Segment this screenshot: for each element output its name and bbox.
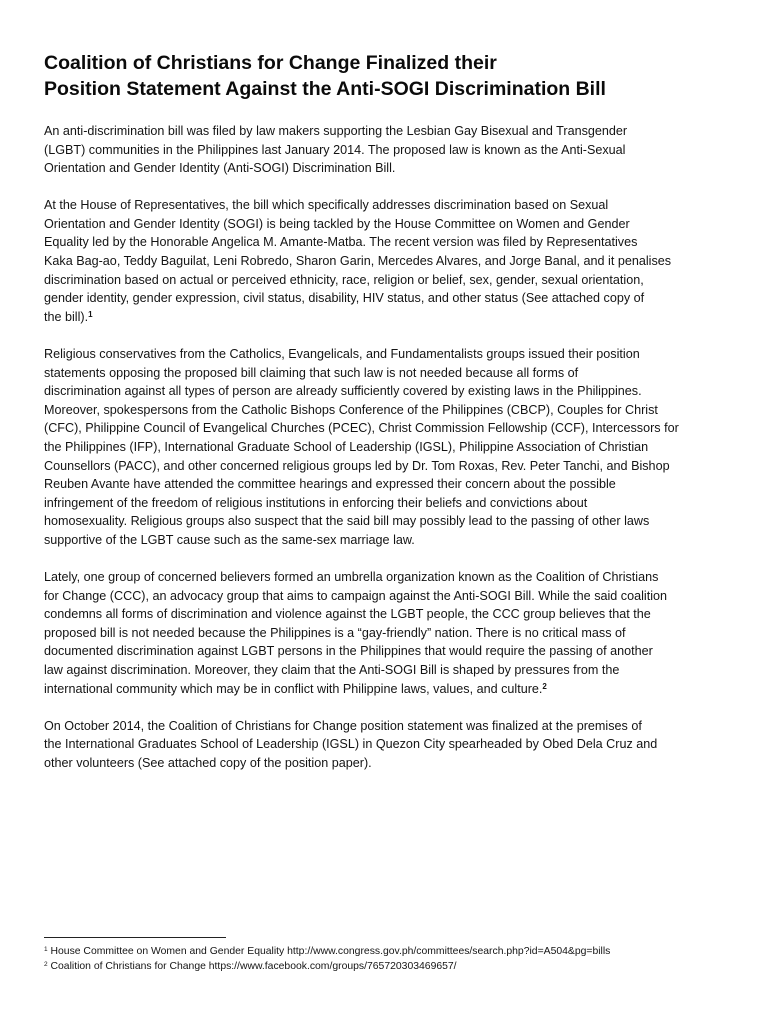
- paragraph-line: homosexuality. Religious groups also suspect that the said bill may possibly lead to the passing of other laws: [44, 514, 650, 529]
- document-body: [44, 122, 728, 791]
- paragraph-line: supportive of the LGBT cause such as the same-sex marriage law.: [44, 532, 415, 547]
- footnote-number: 2: [44, 961, 48, 968]
- paragraph-line: Reuben Avante have attended the committee hearings and expressed their concern about the possible: [44, 477, 616, 492]
- paragraph-line: discrimination against all types of person are already sufficiently covered by existing laws in the Philippines.: [44, 384, 642, 399]
- footnote-2: [44, 959, 734, 974]
- paragraph-line: Lately, one group of concerned believers formed an umbrella organization known as the Coalition of Christians: [44, 569, 659, 584]
- paragraph-line: At the House of Representatives, the bill which specifically addresses discrimination based on Sexual: [44, 198, 609, 213]
- paragraph-line-text: the bill).: [44, 309, 89, 324]
- paragraph-line-text: international community which may be in conflict with Philippine laws, values, and culture.: [44, 681, 543, 696]
- title-line: Position Statement Against the Anti-SOGI Discrimination Bill: [44, 78, 606, 100]
- paragraph-3: [44, 345, 728, 550]
- paragraph-line: Equality led by the Honorable Angelica M. Amante-Matba. The recent version was filed by Representatives: [44, 235, 638, 250]
- footnote-1: [44, 944, 734, 959]
- footnote-separator: [44, 937, 226, 938]
- paragraph-line: gender identity, gender expression, civil status, disability, HIV status, and other status (See attached copy of: [44, 291, 645, 306]
- paragraph-line: documented discrimination against LGBT persons in the Philippines that would require the passing of another: [44, 644, 653, 659]
- paragraph-line: infringement of the freedom of religious institutions in enforcing their beliefs and convictions about: [44, 495, 588, 510]
- footnote-ref-1[interactable]: 1: [88, 309, 93, 319]
- paragraph-5: [44, 717, 728, 773]
- paragraph-line: proposed bill is not needed because the Philippines is a “gay-friendly” nation. There is no critical mass of: [44, 625, 626, 640]
- paragraph-line: the Philippines (IFP), International Graduate School of Leadership (IGSL), Philippine Association of Christian: [44, 439, 649, 454]
- paragraph-2: [44, 196, 728, 326]
- footnote-number: 1: [44, 946, 48, 953]
- document-title: [44, 50, 734, 102]
- paragraph-line: Religious conservatives from the Catholics, Evangelicals, and Fundamentalists groups issued their position: [44, 346, 640, 361]
- paragraph-line: statements opposing the proposed bill claiming that such law is not needed because all forms of: [44, 365, 579, 380]
- paragraph-line: the International Graduates School of Leadership (IGSL) in Quezon City spearheaded by Obed Dela Cruz and: [44, 737, 658, 752]
- paragraph-line: An anti-discrimination bill was filed by law makers supporting the Lesbian Gay Bisexual and Transgender: [44, 124, 628, 138]
- paragraph-line-last: [44, 308, 728, 327]
- paragraph-line: On October 2014, the Coalition of Christians for Change position statement was finalized at the premises of: [44, 718, 642, 733]
- footnote-ref-2[interactable]: 2: [542, 681, 547, 691]
- footnote-text[interactable]: Coalition of Christians for Change https://www.facebook.com/groups/765720303469657/: [47, 961, 457, 972]
- title-line: Coalition of Christians for Change Finalized their: [44, 52, 497, 74]
- paragraph-line-last: [44, 680, 728, 699]
- paragraph-line: (LGBT) communities in the Philippines last January 2014. The proposed law is known as the Anti-Sexual: [44, 142, 626, 157]
- paragraph-line: (CFC), Philippine Council of Evangelical Churches (PCEC), Christ Commission Fellowship (CCF), Intercessors for: [44, 421, 679, 436]
- footnotes: [44, 944, 734, 978]
- paragraph-line: Orientation and Gender Identity (Anti-SOGI) Discrimination Bill.: [44, 161, 396, 176]
- paragraph-line: Kaka Bag-ao, Teddy Baguilat, Leni Robredo, Sharon Garin, Mercedes Alvares, and Jorge Banal, and it penalises: [44, 254, 672, 269]
- footnote-text[interactable]: House Committee on Women and Gender Equality http://www.congress.gov.ph/committees/search.php?id=A504&pg=bills: [47, 946, 611, 957]
- paragraph-line: discrimination based on actual or perceived ethnicity, race, religion or belief, sex, gender, sexual orientation,: [44, 272, 644, 287]
- paragraph-4: [44, 568, 728, 698]
- paragraph-line: for Change (CCC), an advocacy group that aims to campaign against the Anti-SOGI Bill. While the said coalition: [44, 588, 667, 603]
- paragraph-line: Moreover, spokespersons from the Catholic Bishops Conference of the Philippines (CBCP), Couples for Christ: [44, 402, 658, 417]
- paragraph-line: condemns all forms of discrimination and violence against the LGBT people, the CCC group believes that the: [44, 607, 651, 622]
- paragraph-line: Orientation and Gender Identity (SOGI) is being tackled by the House Committee on Women and Gender: [44, 216, 630, 231]
- paragraph-line: other volunteers (See attached copy of the position paper).: [44, 755, 372, 770]
- paragraph-line: law against discrimination. Moreover, they claim that the Anti-SOGI Bill is shaped by pressures from the: [44, 662, 620, 677]
- paragraph-1: [44, 122, 728, 178]
- paragraph-line: Counsellors (PACC), and other concerned religious groups led by Dr. Tom Roxas, Rev. Peter Tanchi, and Bishop: [44, 458, 670, 473]
